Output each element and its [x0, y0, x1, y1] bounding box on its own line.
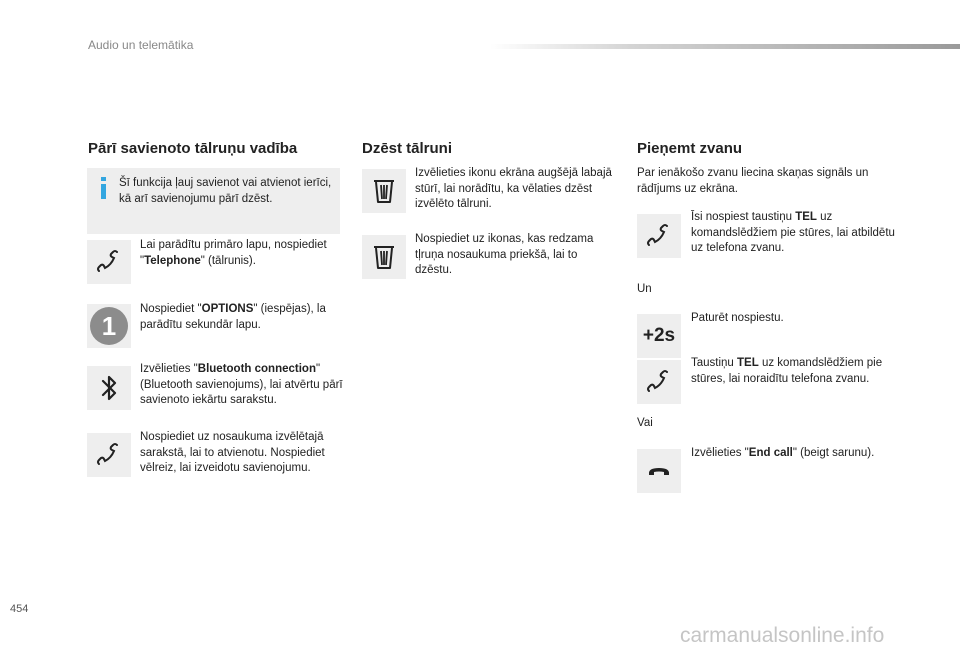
- delete-step-name: Nospiediet uz ikonas, kas redzama tļruņa nosaukuma priekšā, lai to dzēstu.: [415, 233, 594, 276]
- info-icon: [98, 177, 110, 199]
- page-number: 454: [10, 603, 29, 615]
- pairing-title: Pārī savienoto tālruņu vadība: [88, 140, 298, 157]
- hold-2s-icon: +2s: [637, 314, 681, 358]
- accept-step-reject: Taustiņu TEL uz komandslēdžiem pie stūres, lai noraidītu telefona zvanu.: [691, 357, 883, 385]
- accept-title: Pieņemt zvanu: [637, 140, 743, 157]
- connector-vai: Vai: [637, 417, 653, 429]
- step-primary-page: Lai parādītu primāro lapu, nospiediet "Telephone" (tālrunis).: [140, 239, 327, 267]
- number-one-icon-box: [87, 304, 131, 348]
- step-bluetooth: Izvēlieties "Bluetooth connection" (Bluetooth savienojums), lai atvērtu pārī savienoto iekārtu sarakstu.: [140, 363, 343, 406]
- bluetooth-icon: [87, 366, 131, 410]
- end-call-icon: [637, 449, 681, 493]
- accept-intro: Par ienākošo zvanu liecina skaņas signāls un rādījums uz ekrāna.: [637, 167, 869, 195]
- delete-title: Dzēst tālruni: [362, 140, 453, 157]
- delete-step-top-right: Izvēlieties ikonu ekrāna augšējā labajā stūrī, lai norādītu, ka vēlaties dzēst izvēlēto tālruni.: [415, 167, 612, 210]
- step-options: Nospiediet "OPTIONS" (iespējas), la parādītu sekundār lapu.: [140, 303, 326, 331]
- header-decorative-bar: [490, 44, 960, 49]
- step-disconnect: Nospiediet uz nosaukuma izvēlētajā sarakstā, lai to atvienotu. Nospiediet vēlreiz, lai izveidotu savienojumu.: [140, 431, 325, 474]
- phone-handset-icon: [87, 433, 131, 477]
- phone-handset-icon: [87, 240, 131, 284]
- info-text: Šī funkcija ļauj savienot vai atvienot ierīci, kā arī savienojumu pārī dzēst.: [119, 177, 332, 205]
- section-header: Audio un telemātika: [88, 38, 194, 52]
- accept-step-end-call: Izvēlieties "End call" (beigt sarunu).: [691, 447, 875, 459]
- phone-handset-icon: [637, 360, 681, 404]
- accept-step-tel: Īsi nospiest taustiņu TEL uz komandslēdžiem pie stūres, lai atbildētu uz telefona zvanu.: [691, 211, 895, 254]
- connector-un: Un: [637, 283, 652, 295]
- accept-step-hold: Paturēt nospiestu.: [691, 312, 784, 324]
- trash-icon: [362, 235, 406, 279]
- watermark: carmanualsonline.info: [680, 624, 885, 647]
- number-one-icon: 1: [90, 307, 128, 345]
- trash-icon: [362, 169, 406, 213]
- phone-handset-icon: [637, 214, 681, 258]
